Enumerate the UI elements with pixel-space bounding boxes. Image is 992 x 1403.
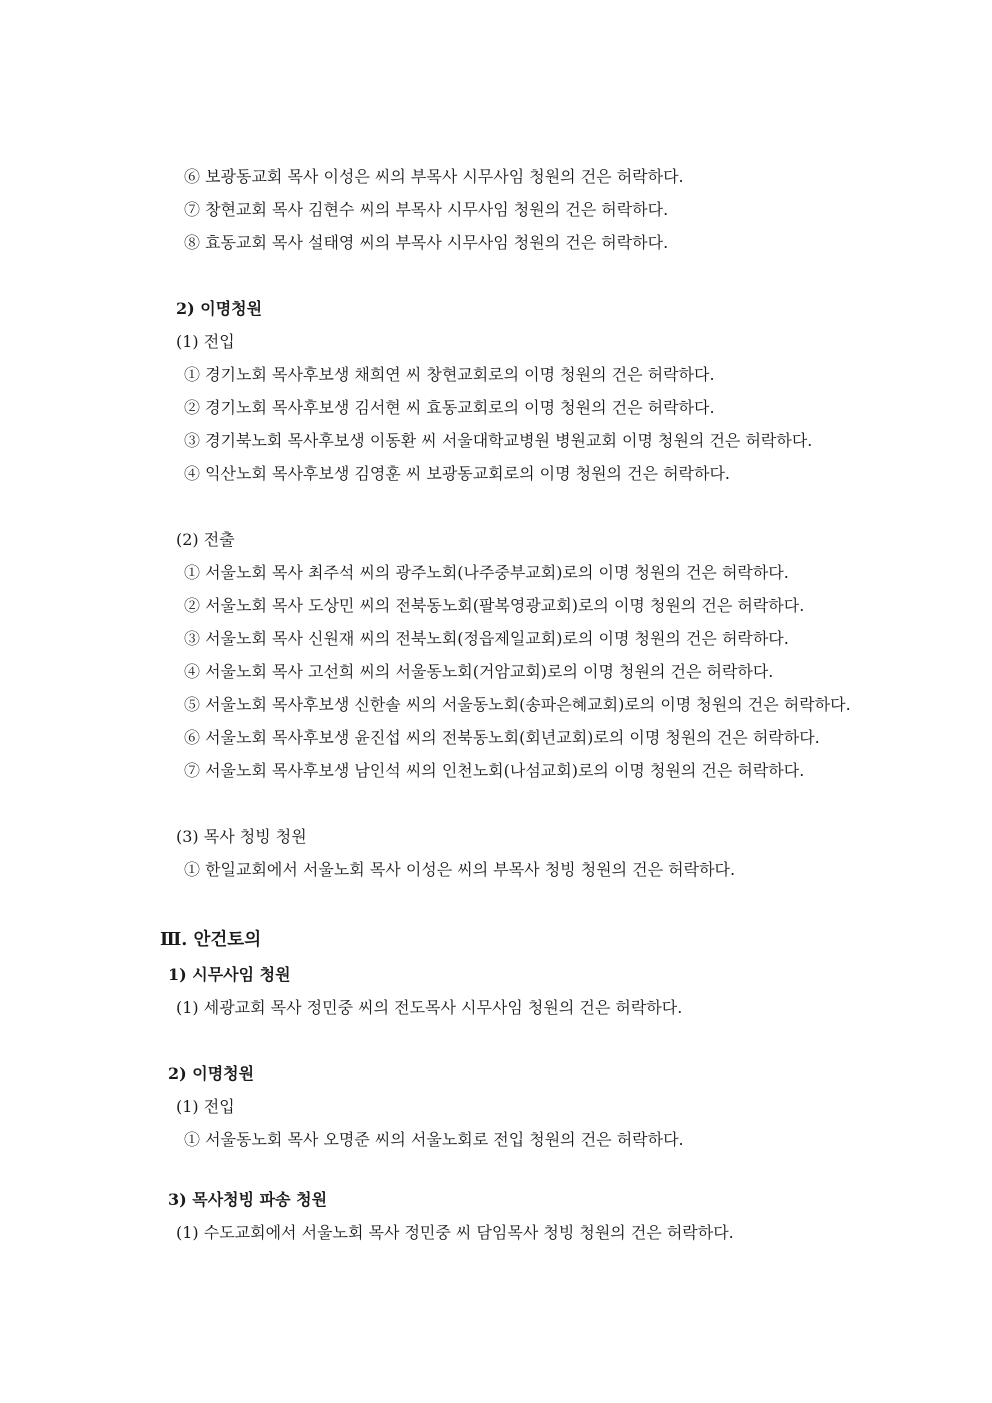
list-item: ⑦ 창현교회 목사 김현수 씨의 부목사 시무사임 청원의 건은 허락하다. [184, 200, 669, 219]
list-item: ② 경기노회 목사후보생 김서현 씨 효동교회로의 이명 청원의 건은 허락하다. [184, 398, 715, 417]
list-item: ① 경기노회 목사후보생 채희연 씨 창현교회로의 이명 청원의 건은 허락하다. [184, 365, 715, 384]
list-item: ⑧ 효동교회 목사 설태영 씨의 부목사 시무사임 청원의 건은 허락하다. [184, 233, 669, 252]
list-item: ④ 서울노회 목사 고선희 씨의 서울동노회(거암교회)로의 이명 청원의 건은 허락하다. [184, 662, 774, 681]
section-heading: 1) 시무사임 청원 [168, 965, 291, 984]
list-item: ③ 서울노회 목사 신원재 씨의 전북노회(정읍제일교회)로의 이명 청원의 건은 허락하다. [184, 629, 789, 648]
section-heading: 3) 목사청빙 파송 청원 [168, 1190, 328, 1209]
subsection-heading: (2) 전출 [176, 530, 235, 549]
list-item: ① 서울노회 목사 최주석 씨의 광주노회(나주중부교회)로의 이명 청원의 건은 허락하다. [184, 563, 789, 582]
list-item: ② 서울노회 목사 도상민 씨의 전북동노회(팔복영광교회)로의 이명 청원의 건은 허락하다. [184, 596, 805, 615]
list-item: ⑥ 서울노회 목사후보생 윤진섭 씨의 전북동노회(회년교회)로의 이명 청원의 건은 허락하다. [184, 728, 820, 747]
list-item: ⑤ 서울노회 목사후보생 신한솔 씨의 서울동노회(송파은혜교회)로의 이명 청원의 건은 허락하다. [184, 695, 851, 714]
section-heading: 2) 이명청원 [168, 1064, 255, 1083]
list-item: ⑦ 서울노회 목사후보생 남인석 씨의 인천노회(나섬교회)로의 이명 청원의 건은 허락하다. [184, 761, 805, 780]
list-item: ③ 경기북노회 목사후보생 이동환 씨 서울대학교병원 병원교회 이명 청원의 건은 허락하다. [184, 431, 813, 450]
subsection-heading: (1) 전입 [176, 332, 235, 351]
list-item: ⑥ 보광동교회 목사 이성은 씨의 부목사 시무사임 청원의 건은 허락하다. [184, 167, 684, 186]
list-item: (1) 세광교회 목사 정민중 씨의 전도목사 시무사임 청원의 건은 허락하다. [176, 998, 683, 1017]
subsection-heading: (1) 전입 [176, 1097, 235, 1116]
list-item: (1) 수도교회에서 서울노회 목사 정민중 씨 담임목사 청빙 청원의 건은 허락하다. [176, 1223, 734, 1242]
section-title: Ⅲ. 안건토의 [160, 930, 262, 950]
list-item: ④ 익산노회 목사후보생 김영훈 씨 보광동교회로의 이명 청원의 건은 허락하다. [184, 464, 730, 483]
section-heading: 2) 이명청원 [176, 299, 263, 318]
list-item: ① 서울동노회 목사 오명준 씨의 서울노회로 전입 청원의 건은 허락하다. [184, 1130, 684, 1149]
subsection-heading: (3) 목사 청빙 청원 [176, 827, 307, 846]
list-item: ① 한일교회에서 서울노회 목사 이성은 씨의 부목사 청빙 청원의 건은 허락하다. [184, 860, 736, 879]
